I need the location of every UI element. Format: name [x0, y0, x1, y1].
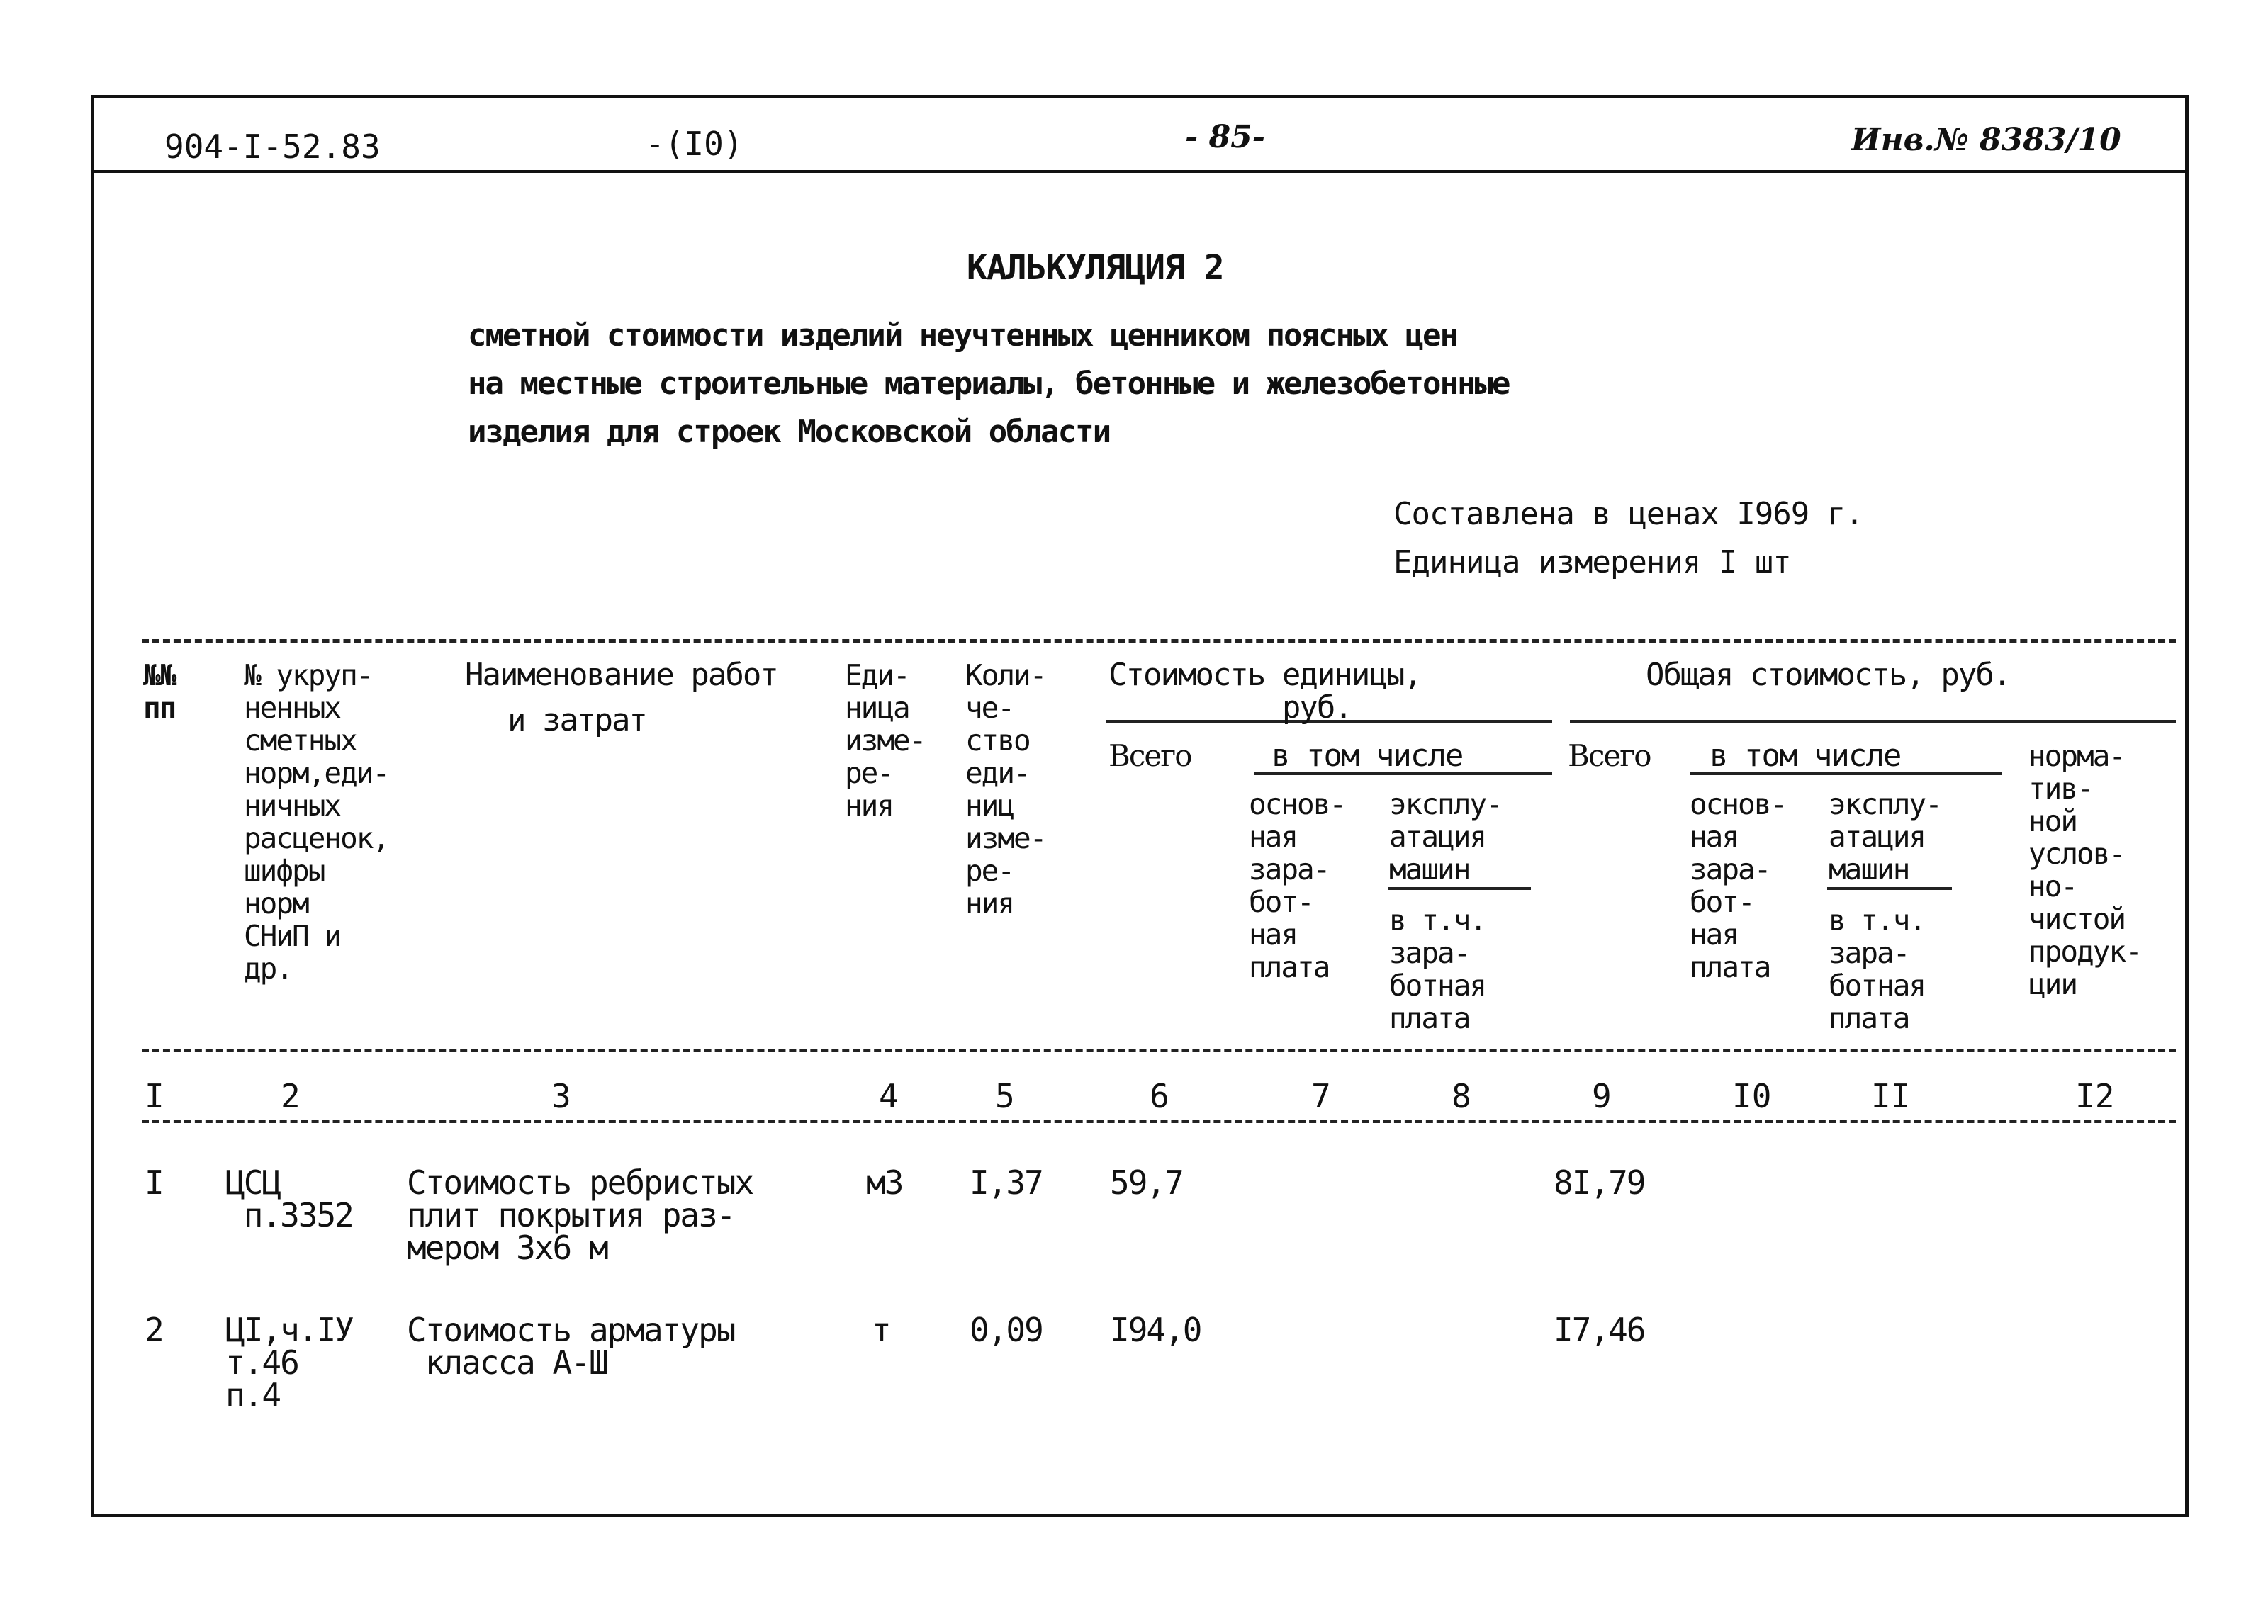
table-row-1-name: Стоимость ребристых плит покрытия раз- мером 3х6 м: [407, 1163, 753, 1267]
column-header-total-machines: эксплу- атация машин: [1829, 787, 1941, 886]
table-row-2-total: I7,46: [1554, 1311, 1645, 1349]
header-rule: [91, 170, 2189, 173]
column-header-work-name: Наименование работ: [465, 657, 777, 693]
column-header-unit-including: в том числе: [1271, 738, 1463, 774]
column-number: I: [145, 1077, 164, 1115]
column-header-total-wages: основ- ная зара- бот- ная плата: [1690, 787, 1787, 984]
column-number: 5: [995, 1077, 1015, 1115]
column-header-total-including: в том числе: [1710, 738, 1901, 774]
column-header-unit-machine-wages: в т.ч. зара- ботная плата: [1389, 903, 1486, 1035]
table-row-1-unit: м3: [866, 1163, 903, 1202]
column-number: 6: [1150, 1077, 1169, 1115]
price-basis: Составлена в ценах I969 г.: [1393, 496, 1863, 532]
table-row-1-quantity: I,37: [970, 1163, 1043, 1202]
subtitle-line-3: изделия для строек Московской области: [468, 414, 1111, 450]
table-row-2-name: Стоимость арматуры класса А-Ш: [407, 1311, 735, 1382]
column-header-row-number: №№ пп: [143, 658, 176, 725]
total-cost-rule: [1570, 720, 2176, 723]
column-header-total-all: Всего: [1568, 738, 1651, 773]
page-title: КАЛЬКУЛЯЦИЯ 2: [967, 248, 1224, 288]
column-number: 4: [879, 1077, 899, 1115]
section-number: -(I0): [645, 125, 743, 163]
page-number: - 85-: [1185, 119, 1266, 155]
table-row-2-unit-total: I94,0: [1110, 1311, 1201, 1349]
table-top-rule: [142, 639, 2176, 643]
column-header-total-machine-wages: в т.ч. зара- ботная плата: [1829, 903, 1926, 1035]
column-number: II: [1871, 1077, 1911, 1115]
column-header-norm-code: № укруп- ненных сметных норм,еди- ничных расценок, шифры норм СНиП и др.: [244, 658, 389, 986]
table-row-2-quantity: 0,09: [970, 1311, 1043, 1349]
column-number: 8: [1452, 1077, 1471, 1115]
column-header-total-cost: Общая стоимость, руб.: [1646, 657, 2011, 693]
column-header-work-name-2: и затрат: [507, 702, 646, 738]
column-number: 9: [1592, 1077, 1612, 1115]
subtitle-line-2: на местные строительные материалы, бетонные и железобетонные: [468, 366, 1510, 402]
column-number: I0: [1732, 1077, 1772, 1115]
column-header-net-product: норма- тив- ной услов- но- чистой продук- ции: [2028, 739, 2141, 1001]
header-bottom-rule: [142, 1049, 2176, 1052]
column-numbers-rule: [142, 1120, 2176, 1123]
unit-machines-rule: [1388, 887, 1531, 890]
total-machines-rule: [1827, 887, 1952, 890]
column-header-quantity: Коли- че- ство еди- ниц изме- ре- ния: [965, 658, 1046, 920]
table-row-2-unit: т: [872, 1311, 890, 1349]
column-header-unit-machines: эксплу- атация машин: [1389, 787, 1502, 886]
column-header-unit: Еди- ница изме- ре- ния: [845, 658, 926, 823]
subtitle-line-1: сметной стоимости изделий неучтенных ценником поясных цен: [468, 317, 1457, 354]
table-row-1-unit-total: 59,7: [1110, 1163, 1183, 1202]
column-header-unit-wages: основ- ная зара- бот- ная плата: [1249, 787, 1346, 984]
table-row-2-number: 2: [145, 1311, 163, 1349]
column-number: I2: [2075, 1077, 2115, 1115]
column-number: 3: [551, 1077, 571, 1115]
table-row-1-number: I: [145, 1163, 163, 1202]
doc-code: 904-I-52.83: [164, 128, 381, 166]
table-row-2-code: ЦI,ч.IУ т.46 п.4: [225, 1311, 353, 1414]
column-number: 7: [1311, 1077, 1331, 1115]
table-row-1-code: ЦСЦ п.3352: [225, 1163, 353, 1234]
measurement-unit: Единица измерения I шт: [1393, 544, 1791, 580]
inventory-number: Инв.№ 8383/10: [1851, 122, 2121, 158]
column-header-unit-cost: Стоимость единицы, руб.: [1108, 657, 1421, 726]
table-row-1-total: 8I,79: [1554, 1163, 1645, 1202]
column-number: 2: [281, 1077, 301, 1115]
column-header-unit-all: Всего: [1108, 738, 1191, 773]
